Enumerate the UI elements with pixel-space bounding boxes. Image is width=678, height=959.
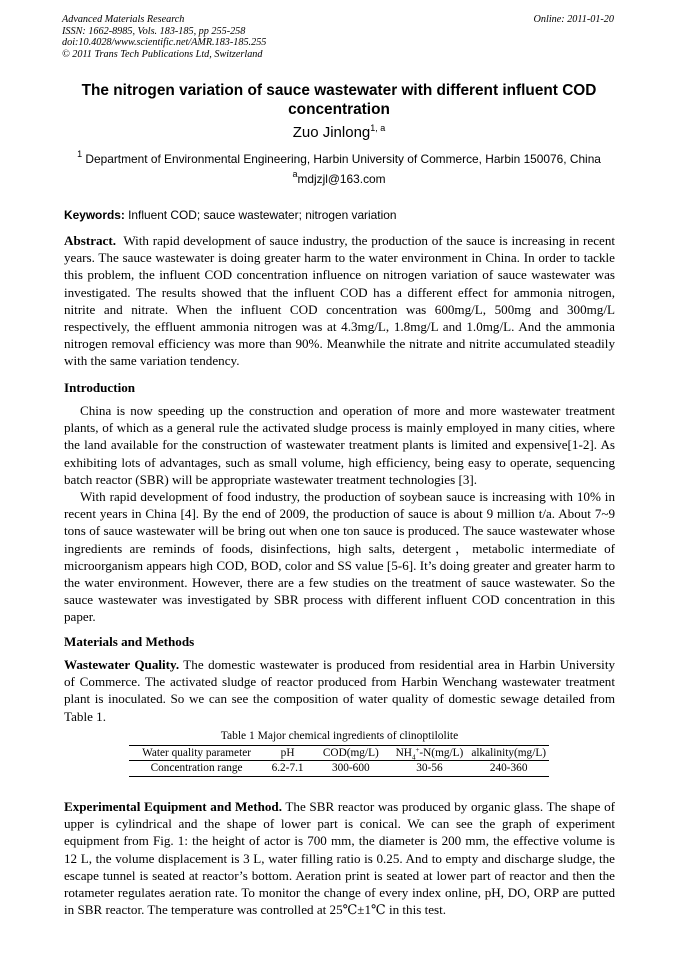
author-line bbox=[62, 124, 616, 142]
nh4-sup: + bbox=[415, 746, 420, 754]
equipment-label: Experimental Equipment and Method. bbox=[64, 799, 282, 814]
col-header-nh4 bbox=[391, 746, 469, 761]
cell-label: Concentration range bbox=[150, 762, 243, 774]
author-name: Zuo Jinlong bbox=[292, 124, 371, 141]
email-text: mdjzjl@163.com bbox=[297, 172, 386, 186]
table-caption: Table 1 Major chemical ingredients of clinoptilolite bbox=[220, 730, 459, 742]
keywords-label: Keywords: bbox=[64, 208, 125, 222]
abstract-label: Abstract. bbox=[64, 233, 116, 248]
cell-nh4: 30-56 bbox=[416, 762, 443, 774]
cell-ph: 6.2-7.1 bbox=[271, 762, 304, 774]
wastewater-quality-paragraph bbox=[64, 656, 615, 725]
table-1 bbox=[129, 745, 549, 777]
table-header-row bbox=[129, 746, 549, 761]
wastewater-quality-text: The domestic wastewater is produced from residential area in Harbin University of Commerce. The activated sludge of reactor produced from Harbin Wenchang wastewater treatment plant is inoculated. So we can see the composition of water quality of domestic sewage detailed from Table 1. bbox=[64, 657, 616, 724]
col-header-ph: pH bbox=[280, 747, 295, 759]
col-header-alkalinity: alkalinity(mg/L) bbox=[471, 747, 546, 759]
author-sup: 1, a bbox=[370, 123, 386, 133]
equipment-paragraph bbox=[64, 798, 615, 918]
nh4-prefix: NH bbox=[395, 747, 412, 759]
introduction-paragraph-1: China is now speeding up the construction and operation of more and more wastewater treatment plants, of which as a general rule the activated sludge process is mainly employed in many cities, where the land available for the construction of wastewater treatment plants is limited and expensive[1-2]. As exhibiting lots of advantages, such as small volume, high efficiency, being easy to operate, sequencing batch reactor (SBR) will be appropriate wastewater treatment technologies [3]. bbox=[64, 403, 615, 487]
introduction-paragraph-2: With rapid development of food industry, the production of soybean sauce is increasing with 10% in recent years in China [4]. By the end of 2009, the production of sauce is about 9 million t/a. About 7~9 tons of sauce wastewater will be bring out when one ton sauce is produced. The sauce wastewater whose ingredients are reminds of foods, disinfections, high salts, detergent，metabolic intermediate of microorganism appears high COD, BOD, color and SS value [5-6]. It’s doing greater and greater harm to the water environment. However, there are a few studies on the treatment of sauce wastewater. So the sauce wastewater was investigated by SBR process with different influent COD concentration in this paper. bbox=[64, 489, 615, 625]
keywords-text: Influent COD; sauce wastewater; nitrogen variation bbox=[128, 208, 397, 222]
introduction-heading: Introduction bbox=[64, 380, 136, 395]
cell-cod: 300-600 bbox=[331, 762, 370, 774]
abstract bbox=[64, 232, 615, 370]
table-row bbox=[129, 761, 549, 777]
cell-alkalinity: 240-360 bbox=[489, 762, 528, 774]
journal-name: Advanced Materials Research bbox=[62, 14, 185, 25]
abstract-text: With rapid development of sauce industry, the production of the sauce is increasing in recent years. The sauce wastewater is doing greater harm to the water environment in China. In order to tackle this problem, the influent COD concentration influence on nitrogen variation of sauce wastewater was investigated. The results showed that the influent COD has a different effect for ammonia nitrogen, nitrite and nitrate. When the influent COD concentration was 600mg/L, 500mg and 300mg/L respectively, the effluent ammonia nitrogen was at 4.3mg/L, 1.8mg/L and 1.0mg/L. And the ammonia nitrogen removal efficiency was more than 90%. Meanwhile the nitrate and nitrite accumulated steadily with the same variation tendency. bbox=[64, 233, 615, 369]
journal-issn: ISSN: 1662-8985, Vols. 183-185, pp 255-258 bbox=[62, 25, 246, 37]
journal-doi: doi:10.4028/www.scientific.net/AMR.183-185.255 bbox=[62, 37, 267, 49]
col-header-parameter: Water quality parameter bbox=[142, 747, 251, 759]
journal-header bbox=[62, 14, 266, 60]
nh4-suffix: -N(mg/L) bbox=[419, 747, 464, 759]
email-sup: a bbox=[292, 169, 298, 179]
keywords bbox=[64, 208, 616, 222]
methods-heading: Materials and Methods bbox=[64, 634, 195, 649]
affiliation bbox=[62, 149, 616, 166]
equipment-text: The SBR reactor was produced by organic glass. The shape of upper is cylindrical and the shape of lower part is conical. We can see the graph of experiment equipment from Fig. 1: the height of actor is 700 mm, the diameter is 200 mm, the effective volume is 12 L, the volume displacement is 3 L, water filling ratio is 0.25. And to empty and discharge sludge, the escape tunnel is seated at reactor’s bottom. Aeration print is seated at lower part of reactor and then the rotameter regulates aeration rate. To monitor the change of every index online, pH, DO, ORP are putted in SBR reactor. The temperature was controlled at 25℃±1℃ in this test. bbox=[64, 799, 615, 918]
affiliation-text: Department of Environmental Engineering, Harbin University of Commerce, Harbin 150076, China bbox=[85, 152, 601, 166]
online-date: Online: 2011-01-20 bbox=[533, 14, 614, 25]
col-header-cod: COD(mg/L) bbox=[322, 747, 379, 759]
author-email bbox=[62, 169, 616, 186]
affiliation-sup: 1 bbox=[77, 149, 83, 159]
paper-title: The nitrogen variation of sauce wastewater with different influent COD concentration bbox=[81, 82, 597, 118]
journal-copyright: © 2011 Trans Tech Publications Ltd, Switzerland bbox=[62, 48, 263, 60]
wastewater-quality-label: Wastewater Quality. bbox=[64, 657, 180, 672]
nh4-sub: 4 bbox=[411, 753, 416, 762]
